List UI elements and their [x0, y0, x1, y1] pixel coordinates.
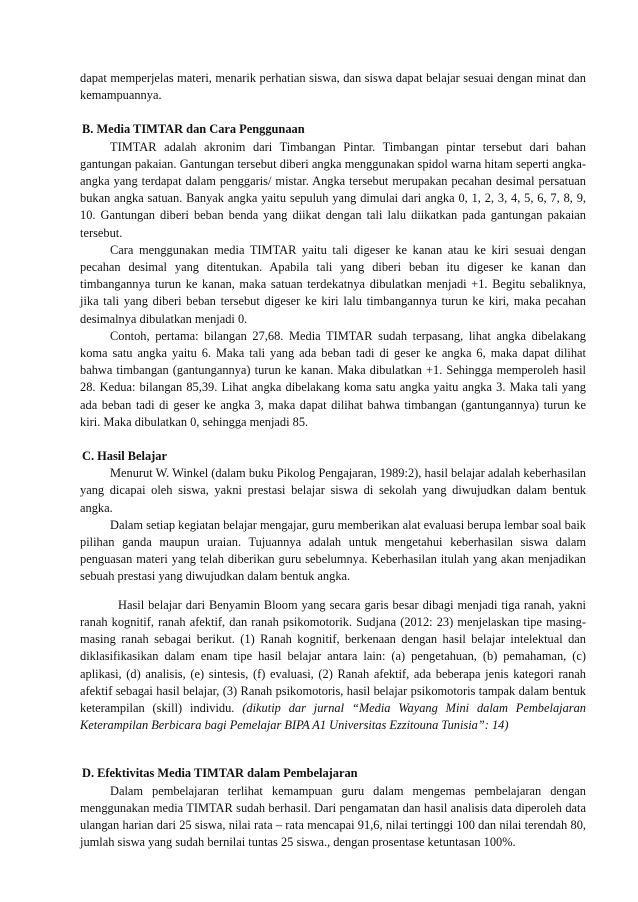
- section-d: [80, 765, 586, 851]
- document-page: [80, 70, 586, 851]
- section-b-paragraph-3: Contoh, pertama: bilangan 27,68. Media TIMTAR sudah terpasang, lihat angka dibelakang koma satu angka yaitu 6. Maka tali yang ada beban tadi di geser ke angka 6, maka dapat dilihat bahwa timbangan (gantungannya) turun ke kanan. Maka dibulatkan +1. Sehingga memperoleh hasil 28. Kedua: bilangan 85,39. Lihat angka dibelakang koma satu angka yaitu angka 3. Maka tali yang ada beban tadi di geser ke angka 3, maka dapat dilihat bahwa timbangan (gantungannya) turun ke kiri. Maka dibulatkan 0, sehingga menjadi 85.: [80, 328, 586, 429]
- intro-paragraph: dapat memperjelas materi, menarik perhatian siswa, dan siswa dapat belajar sesuai dengan minat dan kemampuannya.: [80, 71, 586, 103]
- citation: (dikutip dar jurnal “Media Wayang Mini dalam Pembelajaran Keterampilan Berbicara bagi Pemelajar BIPA A1 Universitas Ezzitouna Tunisia”: 14): [80, 700, 586, 733]
- section-d-heading: D. Efektivitas Media TIMTAR dalam Pembelajaran: [82, 766, 358, 781]
- section-b: [80, 121, 586, 431]
- section-c: [80, 448, 586, 734]
- section-c-heading: C. Hasil Belajar: [82, 449, 168, 464]
- section-c-paragraph-3-text: Hasil belajar dari Benyamin Bloom yang secara garis besar dibagi menjadi tiga ranah, yakni ranah kognitif, ranah afektif, dan ranah psikomotorik. Sudjana (2012: 23) menjelaskan tipe masing-masing ranah sebagai berikut. (1) Ranah kognitif, berkenaan dengan hasil belajar intelektual dan diklasifikasikan dalam enam tipe hasil belajar antara lain: (a) pengetahuan, (b) pemahaman, (c) aplikasi, (d) analisis, (e) sintesis, (f) evaluasi, (2) Ranah afektif, ada beberapa jenis kategori ranah afektif sebagai hasil belajar, (3) Ranah psikomotoris, hasil belajar psikomotoris tampak dalam bentuk keterampilan (skill) individu.: [80, 597, 586, 715]
- section-c-paragraph-1: Menurut W. Winkel (dalam buku Pikolog Pengajaran, 1989:2), hasil belajar adalah keberhasilan yang dicapai oleh siswa, yakni prestasi belajar siswa di sekolah yang diwujudkan dalam bentuk angka.: [80, 466, 586, 515]
- section-c-paragraph-2: Dalam setiap kegiatan belajar mengajar, guru memberikan alat evaluasi berupa lembar soal baik pilihan ganda maupun uraian. Tujuannya adalah untuk mengetahui keberhasilan siswa dalam penguasan materi yang telah diberikan guru sebelumnya. Keberhasilan itulah yang akan menjadikan sebuah prestasi yang diwujudkan dalam bentuk angka.: [80, 517, 586, 584]
- section-b-paragraph-1: TIMTAR adalah akronim dari Timbangan Pintar. Timbangan pintar tersebut dari bahan gantungan pakaian. Gantungan tersebut diberi angka menggunakan spidol warna hitam seperti angka-angka yang terdapat dalam penggaris/ mistar. Angka tersebut merupakan pecahan desimal persatuan bukan angka satuan. Banyak angka yaitu sepuluh yang dimulai dari angka 0, 1, 2, 3, 4, 5, 6, 7, 8, 9, 10. Gantungan diberi beban benda yang diikat dengan tali lalu diikatkan pada gantungan pakaian tersebut.: [80, 139, 586, 240]
- section-b-heading: B. Media TIMTAR dan Cara Penggunaan: [82, 122, 305, 137]
- section-b-paragraph-2: Cara menggunakan media TIMTAR yaitu tali digeser ke kanan atau ke kiri sesuai dengan pecahan desimal yang ditentukan. Apabila tali yang diberi beban itu digeser ke kanan dan timbangannya turun ke kanan, maka satuan terdekatnya dibulatkan menjadi +1. Begitu sebaliknya, jika tali yang diberi beban tersebut digeser ke kiri lalu timbangannya turun ke kiri, maka pecahan desimalnya dibulatkan menjadi 0.: [80, 242, 586, 326]
- section-d-paragraph-1: Dalam pembelajaran terlihat kemampuan guru dalam mengemas pembelajaran dengan menggunakan media TIMTAR sudah berhasil. Dari pengamatan dan hasil analisis data diperoleh data ulangan harian dari 25 siswa, nilai rata – rata mencapai 91,6, nilai tertinggi 100 dan nilai terendah 80, jumlah siswa yang sudah bernilai tuntas 25 siswa., dengan prosentase ketuntasan 100%.: [80, 783, 586, 850]
- section-c-paragraph-3: [80, 597, 586, 735]
